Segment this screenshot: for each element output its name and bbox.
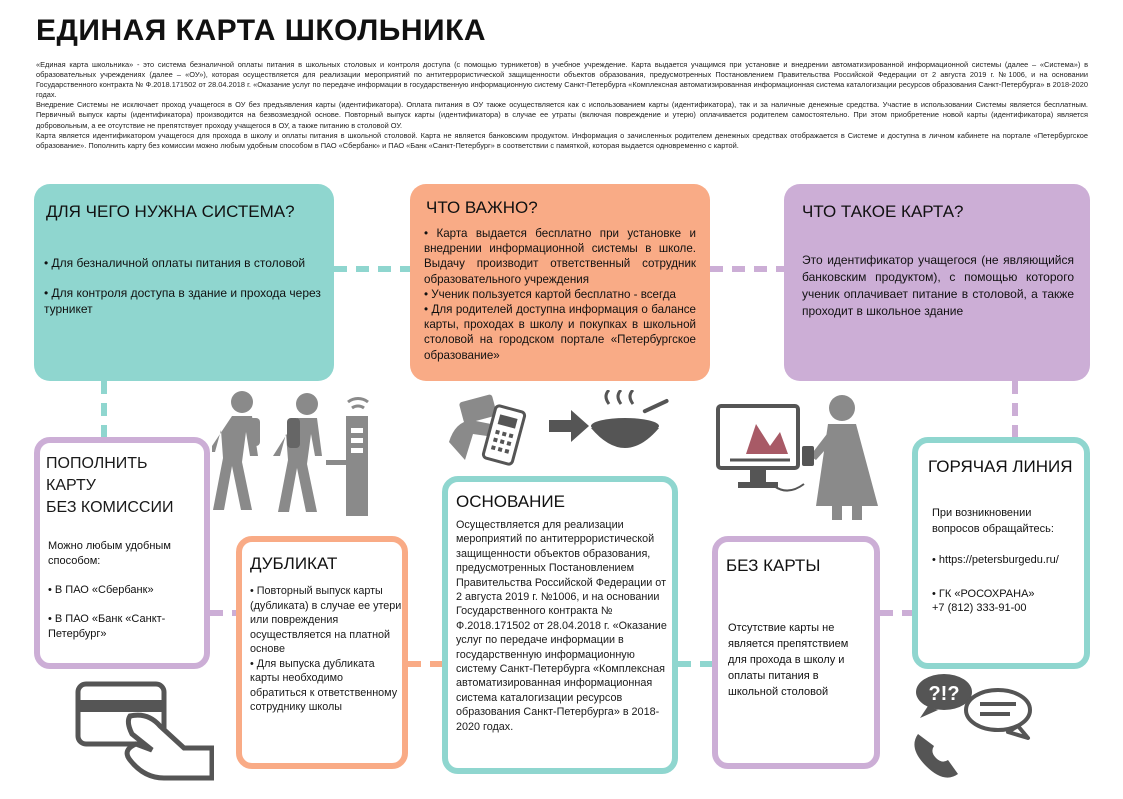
connector-line <box>408 661 442 667</box>
connector-line <box>880 610 912 616</box>
topup-title-line: БЕЗ КОМИССИИ <box>46 499 174 516</box>
computer-monitor-icon <box>718 406 804 491</box>
topup-title-line: ПОПОЛНИТЬ <box>46 455 148 472</box>
hotline-phone[interactable]: +7 (812) 333-91-00 <box>932 602 1027 614</box>
list-item: • В ПАО «Банк «Санкт-Петербург» <box>48 613 166 640</box>
hotline-website[interactable]: • https://petersburgedu.ru/ <box>932 554 1059 566</box>
list-item: • Карта выдается бесплатно при установке и внедрении информационной системы в школе. Выдачу производит ответственный сотрудник образовательного учреждения <box>424 227 696 286</box>
basis-text: Осуществляется для реализации мероприятий по антитеррористической защищенности объектов образования, предусмотренных Постановлением Правительства Российской Федерации от 2 августа 2019 г. №1006, и на основании Государственного контракта № Ф.2018.171502 от 28.04.2018 г. «Оказание услуг по передаче информации в государственную информационную систему Санкт-Петербурга «Комплексная автоматизированная информационная система каталогизации ресурсов образования Санкт-Петербурга» в 2018-2020 годах. <box>456 519 667 733</box>
list-item: • Для выпуска дубликата карты необходимо обратиться к ответственному сотруднику школы <box>250 657 398 713</box>
speech-bubble-text: ?!? <box>928 683 960 705</box>
what-is-card-text: Это идентификатор учащегося (не являющийся банковским продуктом), с помощью которого ученик оплачивает питание в столовой, а также проходит в школьное здание <box>802 253 1074 318</box>
important-title: ЧТО ВАЖНО? <box>426 198 538 217</box>
walking-students-icon <box>212 390 372 520</box>
duplicate-title: ДУБЛИКАТ <box>250 554 338 573</box>
topup-intro: Можно любым удобным способом: <box>48 540 171 567</box>
hotline-box <box>912 437 1090 669</box>
hotline-intro: При возникновении вопросов обращайтесь: <box>932 507 1054 535</box>
connector-line <box>1012 381 1018 437</box>
system-purpose-list <box>44 255 326 317</box>
hand-with-card-icon <box>74 676 214 786</box>
arrow-right-icon <box>549 410 589 442</box>
no-card-text: Отсутствие карты не является препятствием для прохода в школу и оплаты питания в школьной столовой <box>728 622 849 698</box>
system-purpose-box <box>34 184 334 381</box>
intro-paragraph: «Единая карта школьника» - это система безналичной оплаты питания в школьных столовых и контроля доступа (с помощью турникетов) в учебное учреждение. Карта выдается учащимся при установке и внедрении автоматизированной информационной системы (далее – «Система») в образовательных учреждениях (далее – «ОУ»), которая осуществляется для реализации мероприятий по антитеррористической защищенности объектов образования, предусмотренных Постановлением Правительства Российской Федерации от 2 августа 2019 г. №1006, и на основании Государственного контракта № Ф.2018.171502 от 28.04.2018 г. «Оказание услуг по передаче информации в государственную информационную систему Санкт-Петербурга «Комплексная автоматизированная информационная система каталогизации ресурсов образования Санкт-Петербурга» в 2018-2020 годах. <box>36 60 1088 100</box>
list-item: • Для безналичной оплаты питания в столовой <box>44 256 306 270</box>
no-card-title: БЕЗ КАРТЫ <box>726 556 821 575</box>
payment-illustration <box>445 390 685 470</box>
hotline-org: • ГК «РОСОХРАНА» <box>932 588 1035 600</box>
list-item: • Для контроля доступа в здание и прохода через турникет <box>44 286 321 316</box>
duplicate-list <box>250 584 402 715</box>
turnstile-icon <box>326 398 368 516</box>
topup-box <box>34 437 210 669</box>
food-bowl-icon <box>591 390 669 448</box>
intro-text <box>36 60 1088 151</box>
important-box <box>410 184 710 381</box>
parent-computer-illustration <box>716 390 906 520</box>
basis-box <box>442 476 678 774</box>
phone-chat-icon <box>906 670 1056 780</box>
connector-line <box>334 266 410 272</box>
list-item: • Повторный выпуск карты (дубликата) в случае ее утери или повреждения осуществляется на платной основе <box>250 585 402 655</box>
intro-paragraph: Карта является идентификатором учащегося для прохода в школу и оплаты питания в школьной столовой. Карта не является банковским продуктом. Информация о зачисленных родителем денежных средствах отображается в Системе и доступна в личном кабинете на портале «Петербургское образование». Пополнить карту без комиссии можно любым удобным способом в ПАО «Сбербанк» и ПАО «Банк «Санкт-Петербург» в соответствии с памяткой, которая выдается одновременно с картой. <box>36 130 1088 150</box>
parent-with-phone-icon <box>802 395 878 520</box>
what-is-card-box <box>784 184 1090 381</box>
list-item: • В ПАО «Сбербанк» <box>48 584 154 596</box>
system-purpose-title: ДЛЯ ЧЕГО НУЖНА СИСТЕМА? <box>46 202 295 221</box>
topup-list <box>48 583 198 642</box>
page-title: ЕДИНАЯ КАРТА ШКОЛЬНИКА <box>36 14 487 47</box>
connector-line <box>101 381 107 437</box>
hotline-title: ГОРЯЧАЯ ЛИНИЯ <box>928 457 1073 476</box>
topup-title-line: КАРТУ <box>46 477 96 494</box>
topup-title <box>46 453 173 519</box>
intro-paragraph: Внедрение Системы не исключает проход учащегося в ОУ без предъявления карты (идентификатора). Оплата питания в ОУ также осуществляется как с использованием карты (идентификатора), так и за наличные денежные средства. Участие в использовании Системы является бесплатным. Первичный выпуск карты (идентификатора) производится на безвозмездной основе. Повторный выпуск карты (идентификатора) в случае ее утраты (включая повреждение и утерю) оплачивается родителем самостоятельно. При этом приобретение новой карты (идентификатора) является добровольным, а ее отсутствие не препятствует проходу учащегося в ОУ, а также питанию в столовой ОУ. <box>36 100 1088 130</box>
connector-line <box>710 266 784 272</box>
important-list <box>424 226 696 363</box>
connector-line <box>678 661 712 667</box>
list-item: • Для родителей доступна информация о балансе карты, проходах в школу и покупках в школьной столовой на городском портале «Петербургское образование» <box>424 303 696 362</box>
card-payment-terminal-icon <box>449 394 525 465</box>
basis-title: ОСНОВАНИЕ <box>456 492 565 511</box>
no-card-box <box>712 536 880 769</box>
duplicate-box <box>236 536 408 769</box>
what-is-card-title: ЧТО ТАКОЕ КАРТА? <box>802 202 964 221</box>
list-item: • Ученик пользуется картой бесплатно - всегда <box>424 287 676 301</box>
